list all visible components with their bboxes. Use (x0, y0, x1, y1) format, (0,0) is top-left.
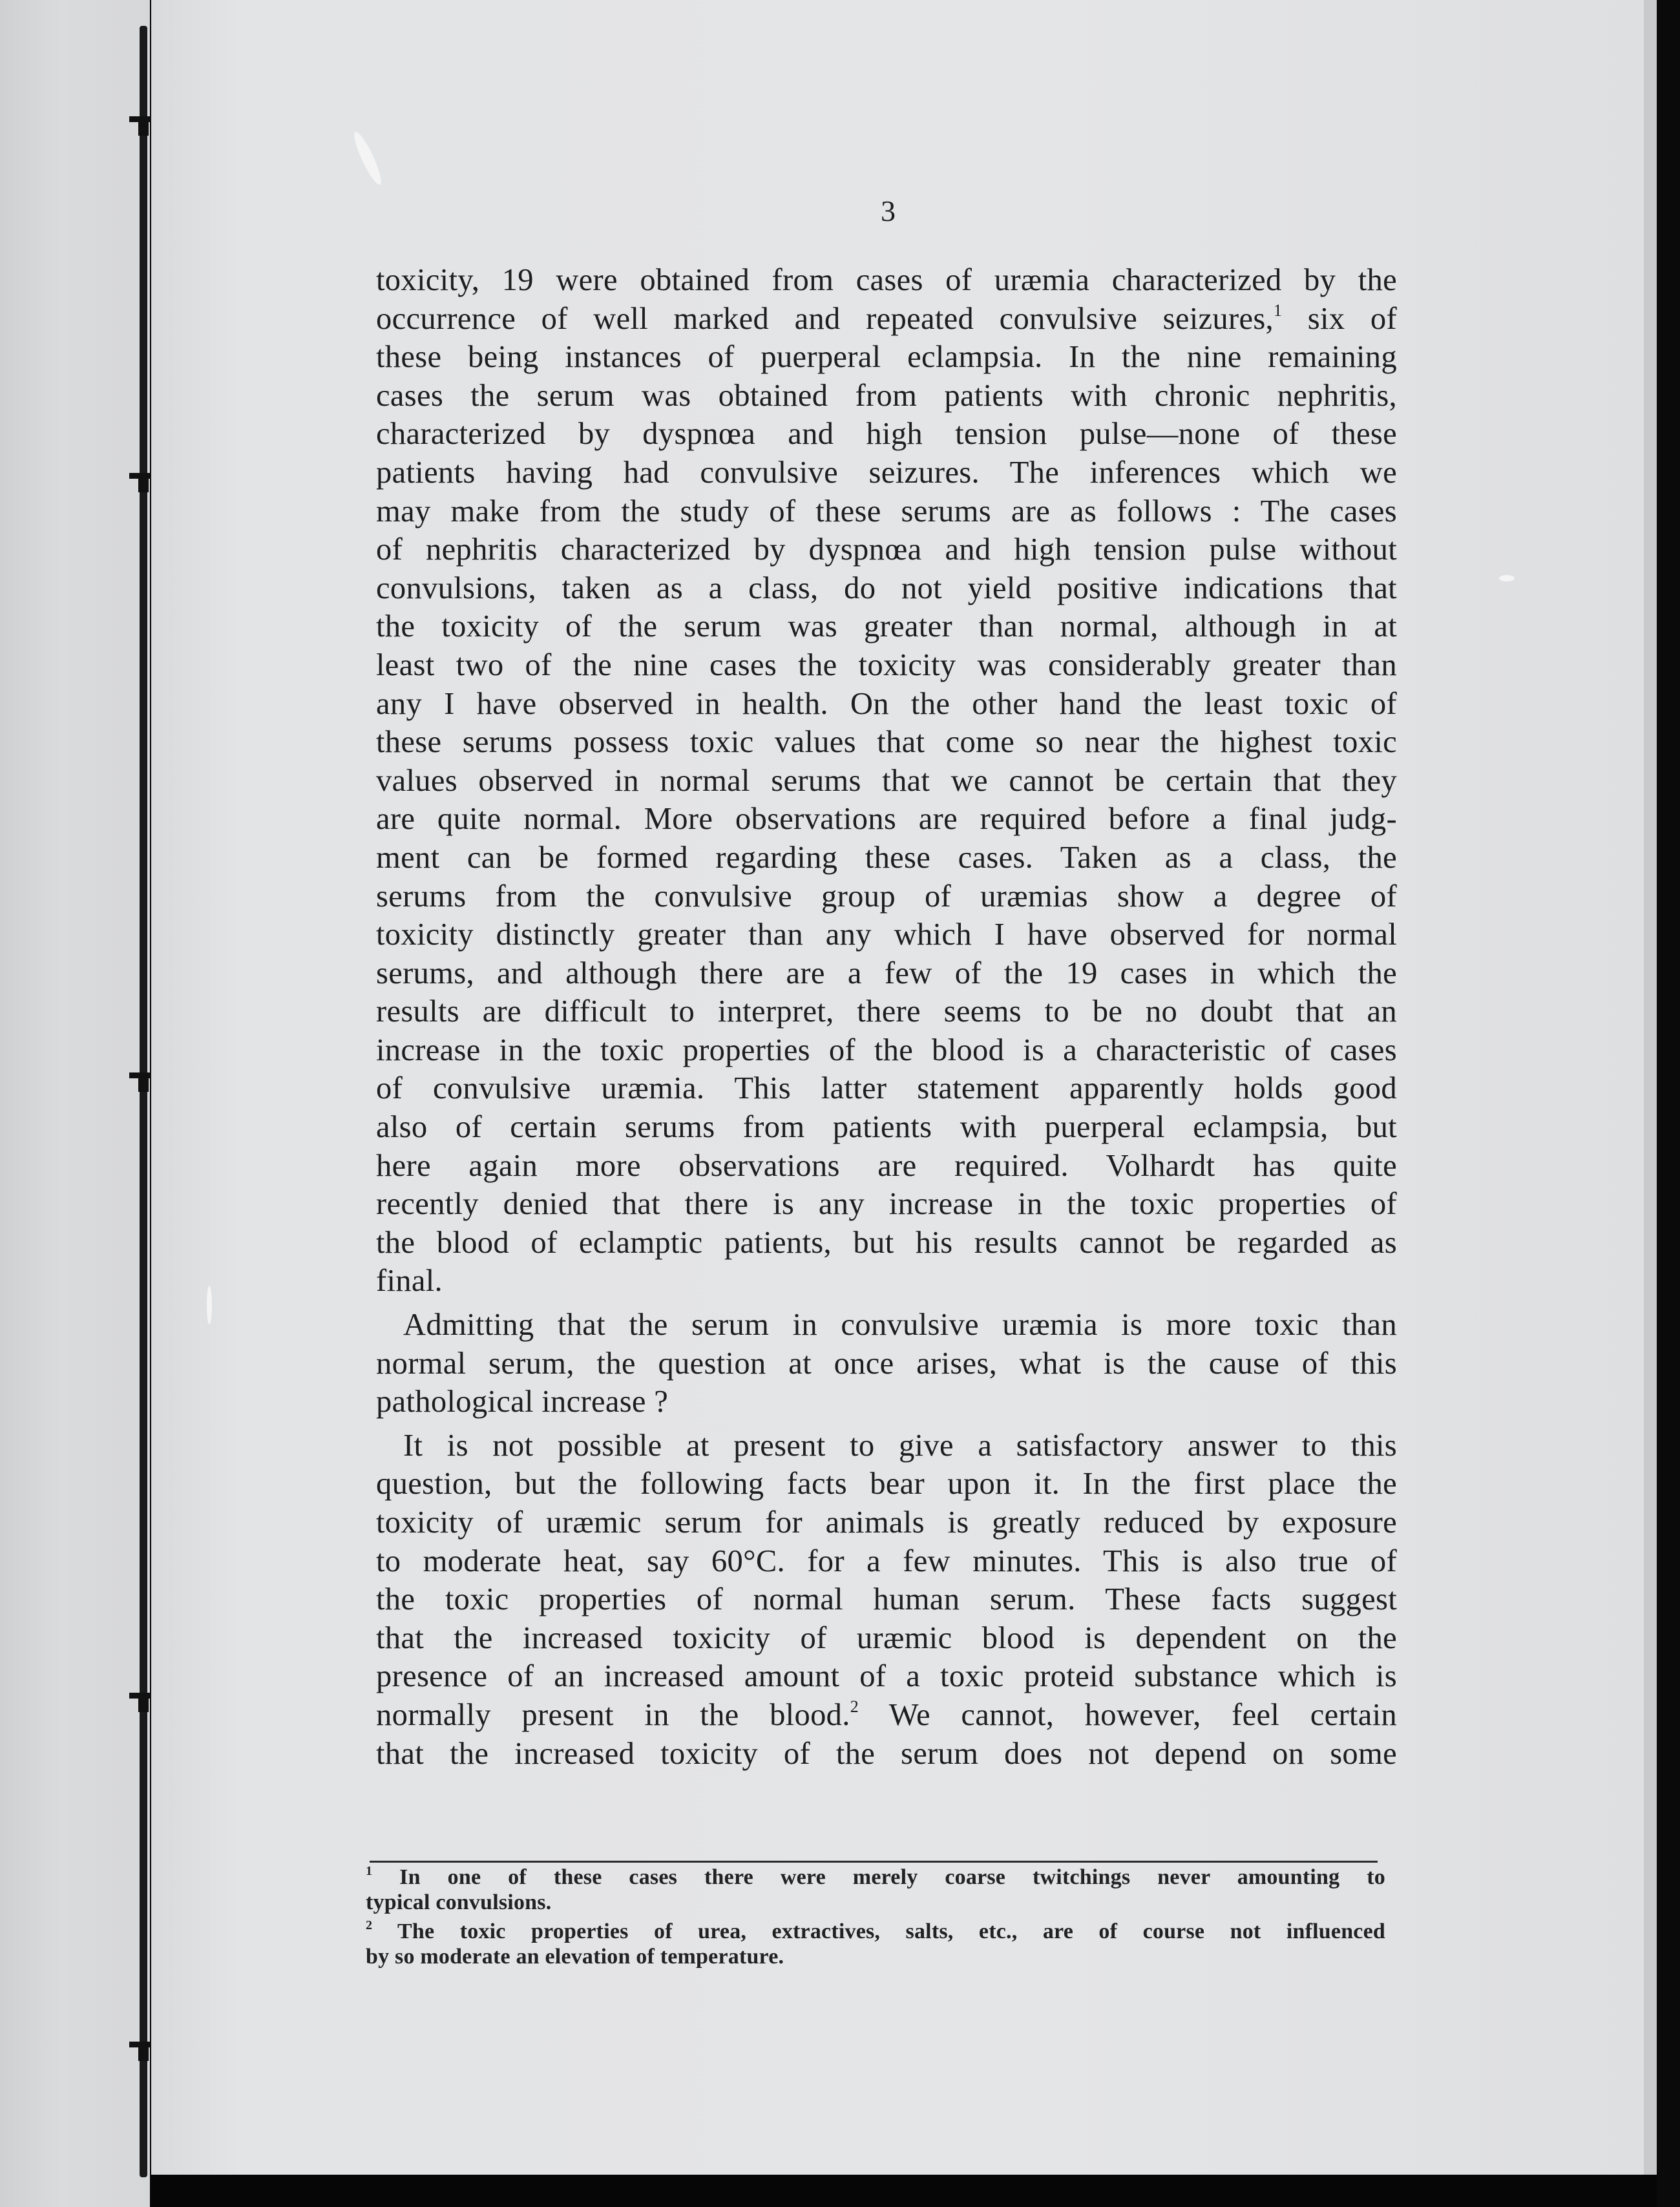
text-line: question, but the following facts bear upon it. In the first place the (376, 1466, 1397, 1501)
text-line: the toxicity of the serum was greater than normal, although in at (376, 609, 1397, 644)
text-line: convulsions, taken as a class, do not yield positive indications that (376, 570, 1397, 605)
text-line: final. (376, 1263, 443, 1299)
text-line: Admitting that the serum in convulsive uræmia is more toxic than (403, 1307, 1397, 1343)
text-line: that the increased toxicity of uræmic blood is dependent on the (376, 1620, 1397, 1655)
footnote-marker: 2 (366, 1918, 373, 1932)
text-line: results are difficult to interpret, there seems to be no doubt that an (376, 994, 1397, 1029)
text-line: pathological increase ? (376, 1384, 669, 1419)
body-text (376, 261, 1397, 1773)
text-line: cases the serum was obtained from patients with chronic nephritis, (376, 377, 1397, 413)
footnotes (366, 1865, 1385, 1969)
text-line: any I have observed in health. On the other hand the least toxic of (376, 685, 1397, 721)
text-line: serums, and although there are a few of the 19 cases in which the (376, 955, 1397, 990)
footnote-line: by so moderate an elevation of temperature. (366, 1945, 784, 1969)
text-line: increase in the toxic properties of the blood is a characteristic of cases (376, 1032, 1397, 1067)
text-line: occurrence of well marked and repeated convulsive seizures,$^1$ six of (376, 300, 1397, 336)
text-line: the toxic properties of normal human serum. These facts suggest (376, 1582, 1397, 1617)
scan-border (1657, 0, 1680, 2207)
text-line: values observed in normal serums that we cannot be certain that they (376, 762, 1397, 798)
text-line: ment can be formed regarding these cases. Taken as a class, the (376, 839, 1397, 875)
text-line: serums from the convulsive group of uræmias show a degree of (376, 878, 1397, 914)
footnote-divider (370, 1861, 1378, 1863)
footnote-ref[interactable]: 1 (1273, 300, 1283, 320)
text-line: to moderate heat, say 60°C. for a few minutes. This is also true of (376, 1543, 1397, 1578)
footnote-line: typical convulsions. (366, 1890, 552, 1914)
text-line: also of certain serums from patients with puerperal eclampsia, but (376, 1109, 1397, 1145)
text-line: of nephritis characterized by dyspnœa and high tension pulse without (376, 532, 1397, 567)
page-number: 3 (881, 194, 896, 227)
text-line: characterized by dyspnœa and high tension pulse—none of these (376, 416, 1397, 452)
text-line: may make from the study of these serums are as follows : The cases (376, 493, 1397, 528)
text-line: least two of the nine cases the toxicity was considerably greater than (376, 647, 1397, 682)
text-line: of convulsive uræmia. This latter statement apparently holds good (376, 1071, 1397, 1106)
text-line: recently denied that there is any increase in the toxic properties of (376, 1186, 1397, 1222)
text-line: that the increased toxicity of the serum does not depend on some (376, 1735, 1397, 1771)
text-line: presence of an increased amount of a toxic proteid substance which is (376, 1658, 1397, 1694)
text-line: here again more observations are required. Volhardt has quite (376, 1147, 1397, 1183)
paper-speck (207, 1286, 212, 1324)
page-edge (1644, 0, 1657, 2175)
text-line: normal serum, the question at once arises, what is the cause of this (376, 1345, 1397, 1381)
text-line: patients having had convulsive seizures. The inferences which we (376, 454, 1397, 490)
text-line: are quite normal. More observations are required before a final judg- (376, 801, 1397, 837)
text-line: these serums possess toxic values that come so near the highest toxic (376, 724, 1397, 760)
paper-speck (1499, 575, 1515, 581)
text-line: toxicity distinctly greater than any which I have observed for normal (376, 917, 1397, 952)
binding-thread (140, 26, 147, 2177)
footnote-line: $^2$ The toxic properties of urea, extractives, salts, etc., are of course not influenced (366, 1918, 1385, 1943)
footnote-marker: 1 (366, 1864, 373, 1878)
footnote-line: $^1$ In one of these cases there were merely coarse twitchings never amounting to (366, 1864, 1385, 1889)
text-line: these being instances of puerperal eclampsia. In the nine remaining (376, 339, 1397, 375)
binding-margin (0, 0, 150, 2207)
footnote-ref[interactable]: 2 (850, 1697, 859, 1716)
text-line: toxicity of uræmic serum for animals is greatly reduced by exposure (376, 1505, 1397, 1540)
text-line: normally present in the blood.$^2$ We cannot, however, feel certain (376, 1697, 1397, 1732)
text-line: It is not possible at present to give a satisfactory answer to this (403, 1427, 1397, 1463)
text-line: the blood of eclamptic patients, but his results cannot be regarded as (376, 1224, 1397, 1260)
text-line: toxicity, 19 were obtained from cases of uræmia characterized by the (376, 262, 1397, 297)
